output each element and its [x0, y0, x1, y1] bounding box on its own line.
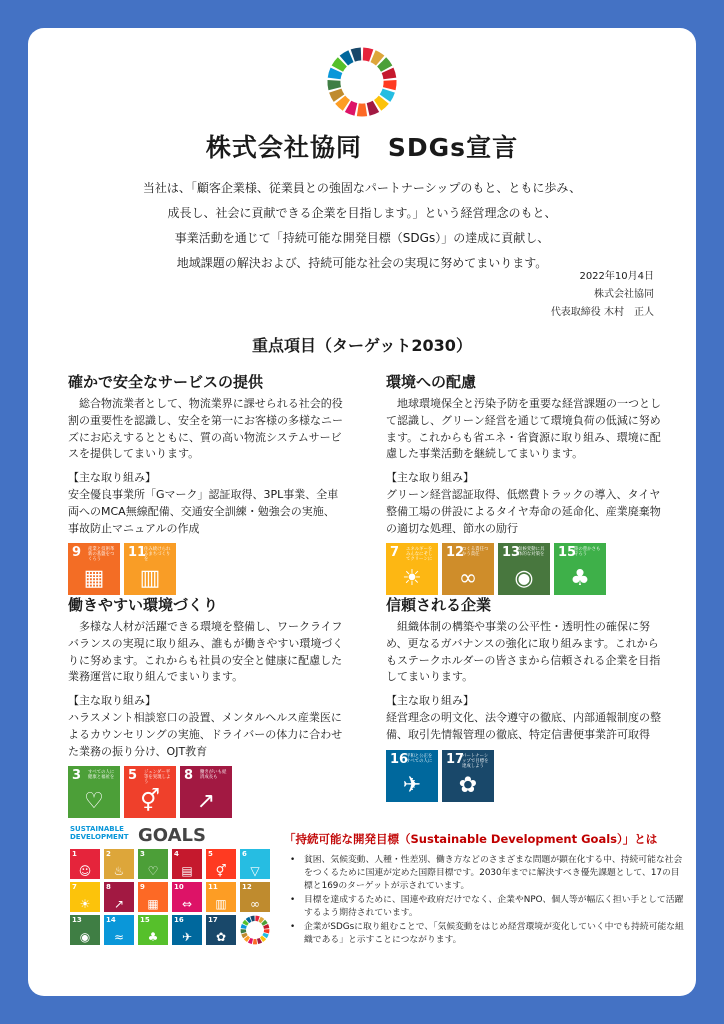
block-subheading: 【主な取り組み】	[386, 471, 474, 485]
goal-caption: 産業と技術革新の基盤をつくろう	[88, 547, 115, 563]
goal-caption: エネルギーをみんなにそしてクリーンに	[406, 547, 433, 563]
infinity-icon: ∞	[458, 566, 478, 592]
sdg-goal-7-sun-icon	[386, 543, 438, 595]
mini-goal-17	[206, 915, 236, 945]
goal-number: 5	[128, 768, 138, 784]
mini-goal-icon: ♡	[147, 864, 159, 878]
wheel-segment	[253, 939, 257, 945]
sdg-goal-13-eye-icon	[498, 543, 550, 595]
mini-goal-4	[172, 849, 202, 879]
block-body: 多様な人材が活躍できる環境を整備し、ワークライフバランスの実現に取り組み、誰もが働きやすい環境づくりに努めます。これからも社員の安全と健康に配慮した業務運営に取り組んでまいります。	[68, 620, 344, 684]
goal-number: 17	[446, 751, 465, 767]
block-heading: 働きやすい環境づくり	[68, 596, 219, 614]
mini-goal-9	[138, 882, 168, 912]
mini-goal-number: 9	[140, 883, 145, 891]
mini-goal-6	[240, 849, 270, 879]
focus-block-workplace	[68, 595, 344, 818]
mini-goal-number: 15	[140, 916, 150, 924]
mini-goal-11	[206, 882, 236, 912]
goal-number: 9	[72, 545, 82, 561]
mini-goal-number: 6	[242, 850, 247, 858]
mini-goal-number: 4	[174, 850, 179, 858]
mini-goal-number: 11	[208, 883, 218, 891]
sdg-goal-5-gender-icon	[124, 766, 176, 818]
mini-goal-icon: ⇔	[181, 897, 193, 911]
intro-line: 地域課題の解決および、持続可能な社会の実現に努めてまいります。	[176, 256, 548, 270]
sdg-goal-16-dove-icon	[386, 750, 438, 802]
mini-goal-icon: ♨	[113, 864, 125, 878]
mini-goal-number: 14	[106, 916, 116, 924]
declaration-date: 2022年10月4日	[579, 271, 654, 282]
sdg-goal-11-city-icon	[124, 543, 176, 595]
mini-goal-1	[70, 849, 100, 879]
mini-goal-icon: ✿	[215, 930, 227, 944]
intro-line: 事業活動を通じて「持続可能な開発目標（SDGs）」の達成に貢献し、	[174, 231, 550, 245]
goal-caption: 住み続けられるまちづくりを	[144, 547, 171, 563]
goal-caption: 陸の豊かさも守ろう	[574, 547, 601, 558]
city-icon: ▥	[139, 566, 161, 592]
eye-icon: ◉	[514, 566, 534, 592]
sdg-goal-3-heartbeat-icon	[68, 766, 120, 818]
focus-section-title: 重点項目（ターゲット2030）	[252, 336, 472, 355]
block-subheading: 【主な取り組み】	[68, 694, 156, 708]
tree-icon: ♣	[570, 566, 590, 592]
block-heading: 確かで安全なサービスの提供	[68, 373, 264, 391]
sdg-about-list	[284, 854, 684, 947]
wheel-segment	[327, 80, 341, 90]
mini-goal-icon: ♣	[147, 930, 159, 944]
block-goal-icons	[68, 543, 344, 595]
sdg-about-item: • 企業がSDGsに取り組むことで、「気候変動をはじめ経営環境が変化していく中でも持続可能な組織である」と示すことにつながります。	[284, 921, 684, 947]
mini-goal-number: 8	[106, 883, 111, 891]
wheel-segment	[357, 103, 367, 116]
mini-goal-icon: ▥	[215, 897, 227, 911]
goal-number: 13	[502, 545, 521, 561]
dove-icon: ✈	[402, 772, 422, 798]
wheel-segment	[264, 929, 270, 933]
sdg-goal-17-rings-icon	[442, 750, 494, 802]
goal-caption: 働きがいも経済成長も	[200, 770, 227, 781]
mini-goal-number: 5	[208, 850, 213, 858]
goal-number: 7	[390, 545, 400, 561]
block-heading: 信頼される企業	[386, 596, 492, 614]
mini-goal-icon: ✈	[181, 930, 193, 944]
growth-chart-icon: ↗	[196, 789, 216, 815]
mini-goal-5	[206, 849, 236, 879]
goal-caption: ジェンダー平等を実現しよう	[144, 770, 171, 786]
sdg-goals-logo	[70, 825, 270, 846]
wheel-segment	[383, 80, 397, 90]
goal-number: 3	[72, 768, 82, 784]
focus-block-environment	[386, 372, 662, 595]
mini-goal-number: 2	[106, 850, 111, 858]
sdg-goal-15-tree-icon	[554, 543, 606, 595]
signature-block	[551, 268, 654, 322]
sdg-goal-12-infinity-icon	[442, 543, 494, 595]
mini-goal-3	[138, 849, 168, 879]
goal-number: 15	[558, 545, 577, 561]
goal-number: 8	[184, 768, 194, 784]
mini-goal-icon: ⚥	[215, 864, 227, 878]
sdg-logo-line1: SUSTAINABLE	[70, 825, 124, 833]
focus-block-safety	[68, 372, 344, 595]
mini-goal-12	[240, 882, 270, 912]
sun-icon: ☀	[402, 566, 422, 592]
block-actions: 安全優良事業所「Gマーク」認証取得、3PL事業、全車両へのMCA無線配備、交通安全訓練・勉強会の実施、事故防止マニュアルの作成	[68, 487, 339, 535]
block-heading: 環境への配慮	[386, 373, 477, 391]
intro-line: 当社は、「顧客企業様、従業員との強固なパートナーシップのもと、ともに歩み、	[142, 181, 582, 195]
mini-goal-number: 3	[140, 850, 145, 858]
sdg-logo-goals: GOALS	[138, 825, 206, 846]
goal-number: 11	[128, 545, 147, 561]
mini-goal-icon: ∞	[250, 897, 260, 911]
sdg-about-item: • 目標を達成するために、国連や政府だけでなく、企業やNPO、個人等が幅広く担い手として活躍するよう期待されています。	[284, 894, 684, 920]
sdg-about-section	[284, 832, 684, 948]
goal-caption: パートナーシップで目標を達成しよう	[462, 753, 489, 769]
mini-goal-icon: ≈	[113, 930, 125, 944]
mini-goal-icon: ▽	[250, 864, 260, 878]
company-name: 株式会社協同	[594, 289, 654, 300]
block-goal-icons	[386, 750, 662, 802]
mini-goal-16	[172, 915, 202, 945]
goal-caption: 平和と公正をすべての人に	[406, 753, 433, 764]
mini-goal-7	[70, 882, 100, 912]
goal-number: 16	[390, 751, 409, 767]
block-subheading: 【主な取り組み】	[386, 694, 474, 708]
rings-icon: ✿	[458, 772, 478, 798]
sdg-goal-9-cubes-icon	[68, 543, 120, 595]
goal-caption: つくる責任つかう責任	[462, 547, 489, 558]
cubes-icon: ▦	[83, 566, 105, 592]
mini-goal-14	[104, 915, 134, 945]
mini-goal-number: 1	[72, 850, 77, 858]
wheel-segment	[241, 929, 247, 933]
mini-goal-number: 17	[208, 916, 218, 924]
block-body: 組織体制の構築や事業の公平性・透明性の確保に努め、更なるガバナンスの強化に取り組みます。これからもステークホルダーの皆さまから信頼される企業を目指してまいります。	[386, 620, 661, 684]
sdg-about-heading: 「持続可能な開発目標（Sustainable Development Goals）」とは	[284, 832, 658, 846]
heartbeat-icon: ♡	[84, 789, 104, 815]
block-subheading: 【主な取り組み】	[68, 471, 156, 485]
page-title: 株式会社協同 SDGs宣言	[205, 133, 519, 162]
intro-text	[120, 176, 604, 276]
block-actions: 経営理念の明文化、法令遵守の徹底、内部通報制度の整備、取引先情報管理の徹底、特定信書便事業許可取得	[386, 710, 661, 741]
sdg-logo-line2: DEVELOPMENT	[70, 833, 129, 841]
block-body: 地球環境保全と汚染予防を重要な経営課題の一つとして認識し、グリーン経営を通じて環境負荷の低減に努めます。これからも省エネ・省資源に取り組み、環境に配慮した事業活動を継続してまいります。	[386, 397, 661, 461]
mini-goal-icon: ▦	[147, 897, 159, 911]
representative-name: 代表取締役 木村 正人	[550, 307, 654, 318]
goal-number: 12	[446, 545, 465, 561]
focus-block-trust	[386, 595, 662, 802]
intro-line: 成長し、社会に貢献できる企業を目指します。」という経営理念のもと、	[167, 206, 557, 220]
mini-goal-number: 12	[242, 883, 252, 891]
mini-goal-10	[172, 882, 202, 912]
mini-goal-15	[138, 915, 168, 945]
mini-goal-icon: ↗	[113, 897, 125, 911]
mini-goal-number: 13	[72, 916, 82, 924]
block-body: 総合物流業者として、物流業界に課せられる社会的役割の重要性を認識し、安全を第一にお客様の多様なニーズにお応えするとともに、質の高い物流システムサービスを提供してまいります。	[68, 397, 343, 461]
mini-goal-number: 16	[174, 916, 184, 924]
mini-goal-icon: ◉	[79, 930, 91, 944]
sdg-wheel-logo	[326, 46, 398, 118]
mini-goal-8	[104, 882, 134, 912]
block-actions: グリーン経営認証取得、低燃費トラックの導入、タイヤ整備工場の併設によるタイヤ寿命の延命化、産業廃棄物の適切な処理、節水の励行	[386, 487, 661, 535]
mini-goal-13	[70, 915, 100, 945]
sdg-goal-8-growth-chart-icon	[180, 766, 232, 818]
block-goal-icons	[68, 766, 344, 818]
mini-goal-icon: ▤	[181, 864, 193, 878]
mini-goal-number: 10	[174, 883, 184, 891]
block-goal-icons	[386, 543, 662, 595]
sdg-about-item: • 貧困、気候変動、人種・性差別、働き方などのさまざまな問題が顕在化する中、持続可能な社会をつくるために国連が定めた国際目標です。2030年までに解決すべき優先課題として、17の目標と169のターゲットが示されています。	[284, 854, 684, 893]
mini-goal-number: 7	[72, 883, 77, 891]
goal-caption: すべての人に健康と福祉を	[88, 770, 115, 781]
block-actions: ハラスメント相談窓口の設置、メンタルヘルス産業医によるカウンセリングの実施、ドライバーの体力に合わせた業務の振り分け、OJT教育	[68, 710, 343, 758]
sdg-goals-grid	[70, 849, 275, 945]
gender-icon: ⚥	[140, 789, 160, 815]
mini-goal-icon: ☺	[78, 864, 92, 878]
goal-caption: 気候変動に具体的な対策を	[518, 547, 545, 558]
mini-goal-icon: ☀	[79, 897, 91, 911]
mini-goal-2	[104, 849, 134, 879]
mini-wheel-graphic	[240, 915, 270, 945]
mini-sdg-wheel-icon	[240, 915, 270, 945]
